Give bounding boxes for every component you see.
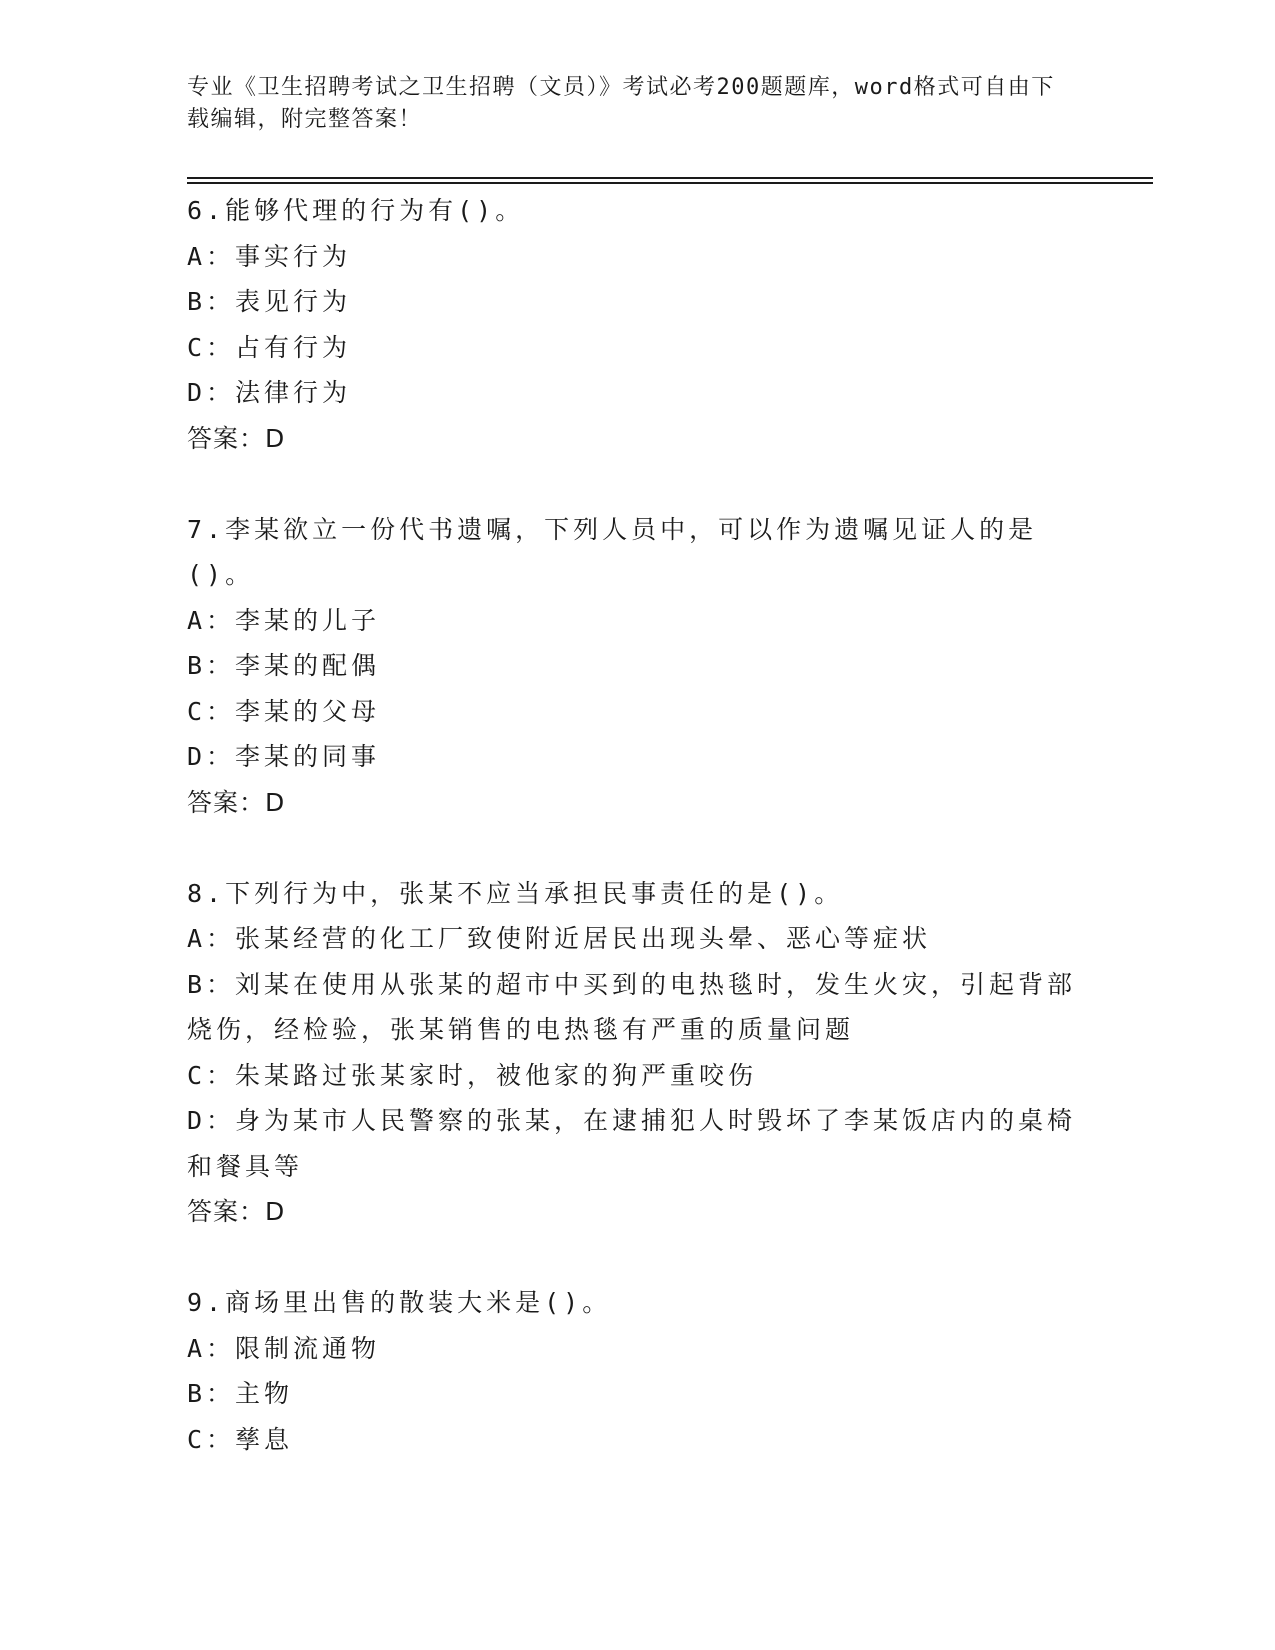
question-stem: 8.下列行为中，张某不应当承担民事责任的是()。 [187,878,844,908]
question-spacer [187,825,1087,871]
question-6 [187,188,1087,461]
answer: 答案：D [187,787,286,817]
question-stem: 9.商场里出售的散装大米是()。 [187,1288,612,1317]
option-a: A：张某经营的化工厂致使附近居民出现头晕、恶心等症状 [187,924,932,953]
answer: 答案：D [187,423,286,453]
document-header: 专业《卫生招聘考试之卫生招聘（文员）》考试必考200题题库，word格式可自由下载编辑，附完整答案！ [187,75,1055,132]
option-a: A：事实行为 [187,241,352,271]
option-b: B：刘某在使用从张某的超市中买到的电热毯时，发生火灾，引起背部烧伤，经检验，张某销售的电热毯有严重的质量问题 [187,969,1077,1044]
question-stem: 6.能够代理的行为有()。 [187,196,525,225]
header-divider-top [187,177,1153,179]
question-9 [187,1280,1087,1462]
option-c: C：孳息 [187,1424,294,1454]
option-b: B：表见行为 [187,287,352,316]
option-c: C：朱某路过张某家时，被他家的狗严重咬伤 [187,1060,758,1090]
option-a: A：限制流通物 [187,1333,381,1363]
option-d: D：李某的同事 [187,742,381,771]
option-b: B：李某的配偶 [187,651,381,680]
question-list [187,188,1087,1462]
question-8 [187,871,1087,1235]
question-spacer [187,1235,1087,1281]
option-b: B：主物 [187,1379,294,1408]
option-c: C：李某的父母 [187,696,381,726]
option-d: D：法律行为 [187,378,352,407]
option-a: A：李某的儿子 [187,605,381,635]
answer: 答案：D [187,1197,286,1226]
option-c: C：占有行为 [187,332,352,362]
question-7 [187,507,1087,826]
question-spacer [187,461,1087,507]
header-divider-bottom [187,182,1153,184]
question-stem: 7.李某欲立一份代书遗嘱，下列人员中，可以作为遗嘱见证人的是()。 [187,514,1038,589]
option-d: D：身为某市人民警察的张某，在逮捕犯人时毁坏了李某饭店内的桌椅和餐具等 [187,1106,1077,1181]
